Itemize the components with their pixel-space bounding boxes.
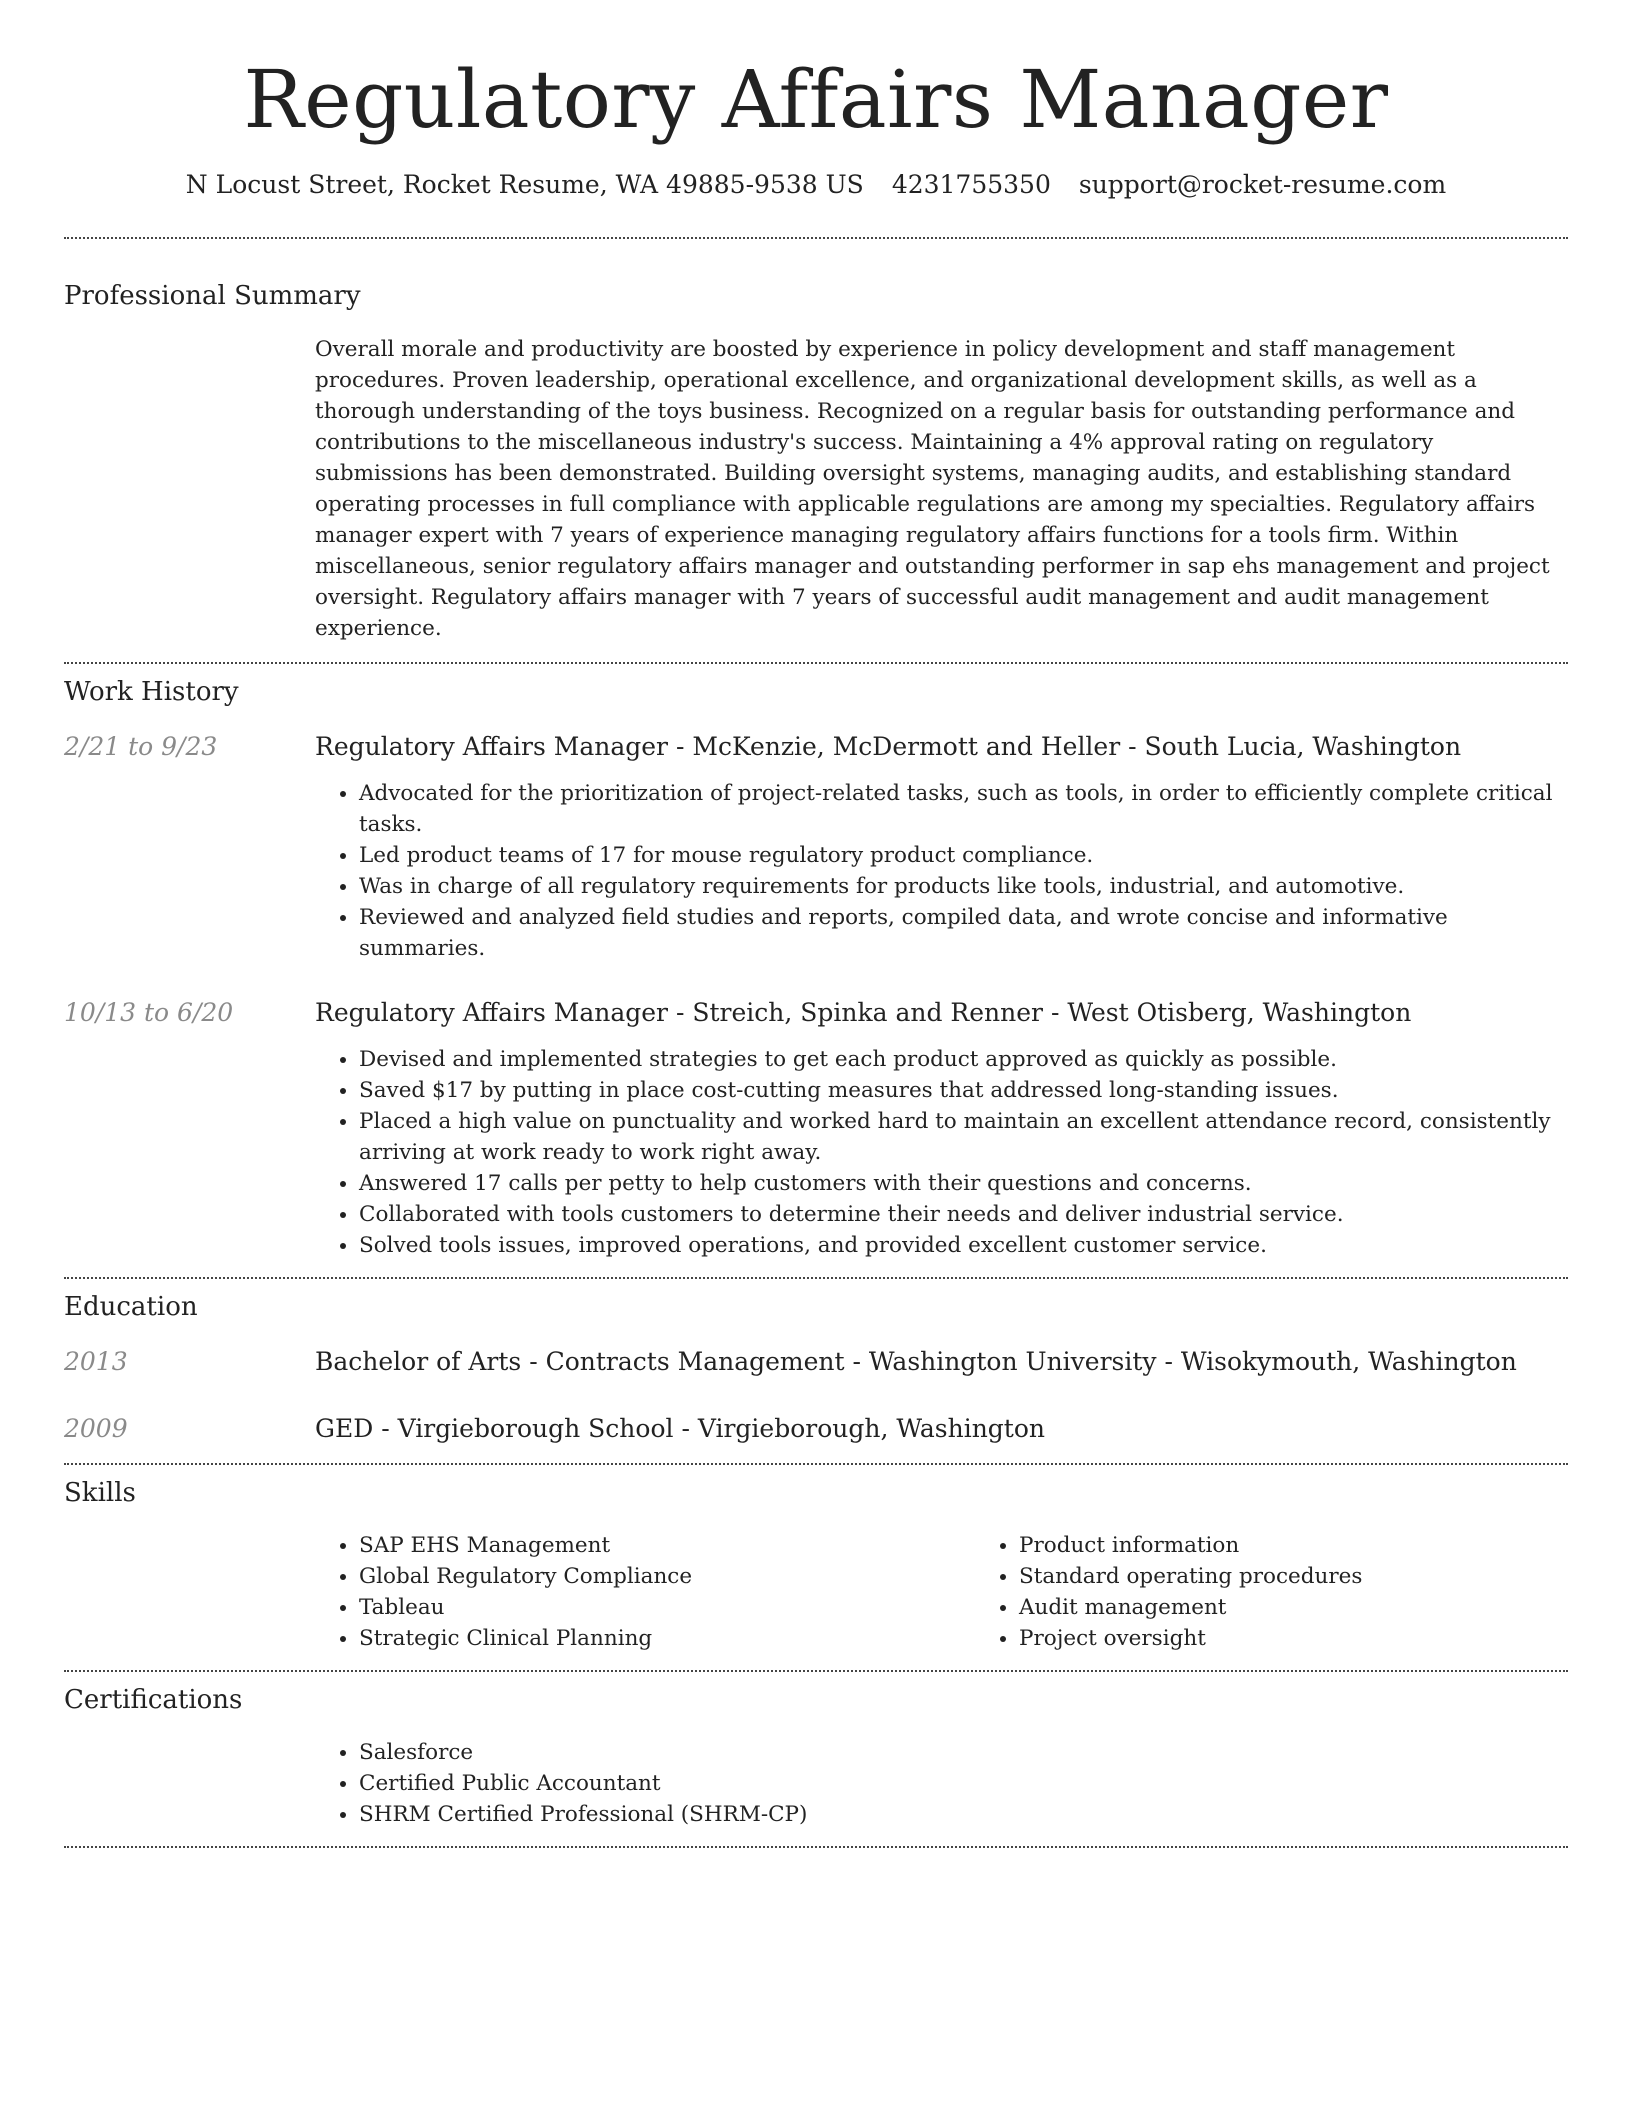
list-item: • Advocated for the prioritization of project-related tasks, such as tools, in order to efficiently complete critical tasks.	[359, 778, 1568, 840]
job-heading: Regulatory Affairs Manager - Streich, Spinka and Renner - West Otisberg, Washington	[315, 998, 1412, 1027]
divider	[64, 1846, 1568, 1848]
education-entry	[64, 1412, 1568, 1446]
skills-list-left	[315, 1530, 975, 1654]
list-item: • Collaborated with tools customers to determine their needs and deliver industrial service.	[359, 1199, 1568, 1230]
section-title-summary: Professional Summary	[64, 281, 361, 311]
list-item: • Tableau	[359, 1592, 975, 1623]
resume-name: Regulatory Affairs Manager	[243, 53, 1389, 146]
section-title-certifications: Certifications	[64, 1685, 243, 1715]
contact-address: N Locust Street, Rocket Resume, WA 49885-9538 US	[185, 170, 864, 199]
list-item: • Solved tools issues, improved operations, and provided excellent customer service.	[359, 1230, 1568, 1261]
list-item: • Devised and implemented strategies to get each product approved as quickly as possible.	[359, 1044, 1568, 1075]
contact-email: support@rocket-resume.com	[1078, 170, 1447, 199]
divider	[64, 1670, 1568, 1672]
job-heading: Regulatory Affairs Manager - McKenzie, McDermott and Heller - South Lucia, Washington	[315, 732, 1462, 761]
list-item: • Project oversight	[1019, 1623, 1632, 1654]
divider	[64, 237, 1568, 239]
list-item: • Answered 17 calls per petty to help customers with their questions and concerns.	[359, 1168, 1568, 1199]
section-title-skills: Skills	[64, 1478, 136, 1508]
divider	[64, 1463, 1568, 1465]
job-entry	[64, 730, 1568, 964]
list-item: • Salesforce	[359, 1737, 1568, 1768]
section-title-education: Education	[64, 1292, 198, 1322]
divider	[64, 1277, 1568, 1279]
list-item: • Audit management	[1019, 1592, 1632, 1623]
list-item: • Reviewed and analyzed field studies and reports, compiled data, and wrote concise and informative summaries.	[359, 902, 1568, 964]
contact-line	[64, 168, 1568, 202]
list-item: • Global Regulatory Compliance	[359, 1561, 975, 1592]
list-item: • Product information	[1019, 1530, 1632, 1561]
skills-grid	[315, 1530, 1568, 1654]
job-bullets	[315, 778, 1568, 964]
list-item: • Standard operating procedures	[1019, 1561, 1632, 1592]
job-dates: 2/21 to 9/23	[64, 732, 218, 761]
list-item: • Placed a high value on punctuality and worked hard to maintain an excellent attendance record, consistently arriving at work ready to work right away.	[359, 1106, 1568, 1168]
job-entry	[64, 996, 1568, 1261]
education-entry	[64, 1345, 1568, 1379]
education-year: 2013	[64, 1347, 128, 1376]
education-heading: GED - Virgieborough School - Virgieborough, Washington	[315, 1414, 1046, 1443]
list-item: • SHRM Certified Professional (SHRM-CP)	[359, 1799, 1568, 1830]
education-year: 2009	[64, 1414, 128, 1443]
job-dates: 10/13 to 6/20	[64, 998, 234, 1027]
certifications-list	[315, 1737, 1568, 1830]
divider	[64, 662, 1568, 664]
education-heading: Bachelor of Arts - Contracts Management - Washington University - Wisokymouth, Washington	[315, 1347, 1517, 1376]
list-item: • SAP EHS Management	[359, 1530, 975, 1561]
contact-phone: 4231755350	[891, 170, 1051, 199]
list-item: • Led product teams of 17 for mouse regulatory product compliance.	[359, 840, 1568, 871]
list-item: • Saved $17 by putting in place cost-cutting measures that addressed long-standing issues.	[359, 1075, 1568, 1106]
section-title-work-history: Work History	[64, 677, 239, 707]
job-bullets	[315, 1044, 1568, 1261]
list-item: • Certified Public Accountant	[359, 1768, 1568, 1799]
list-item: • Was in charge of all regulatory requirements for products like tools, industrial, and automotive.	[359, 871, 1568, 902]
summary-text: Overall morale and productivity are boosted by experience in policy development and staff management procedures. Proven leadership, operational excellence, and organizational development skills, as well as a thorough understanding of the toys business. Recognized on a regular basis for outstanding performance and contributions to the miscellaneous industry's success. Maintaining a 4% approval rating on regulatory submissions has been demonstrated. Building oversight systems, managing audits, and establishing standard operating processes in full compliance with applicable regulations are among my specialties. Regulatory affairs manager expert with 7 years of experience managing regulatory affairs functions for a tools firm. Within miscellaneous, senior regulatory affairs manager and outstanding performer in sap ehs management and project oversight. Regulatory affairs manager with 7 years of successful audit management and audit management experience.	[315, 337, 1550, 641]
skills-list-right	[975, 1530, 1632, 1654]
list-item: • Strategic Clinical Planning	[359, 1623, 975, 1654]
